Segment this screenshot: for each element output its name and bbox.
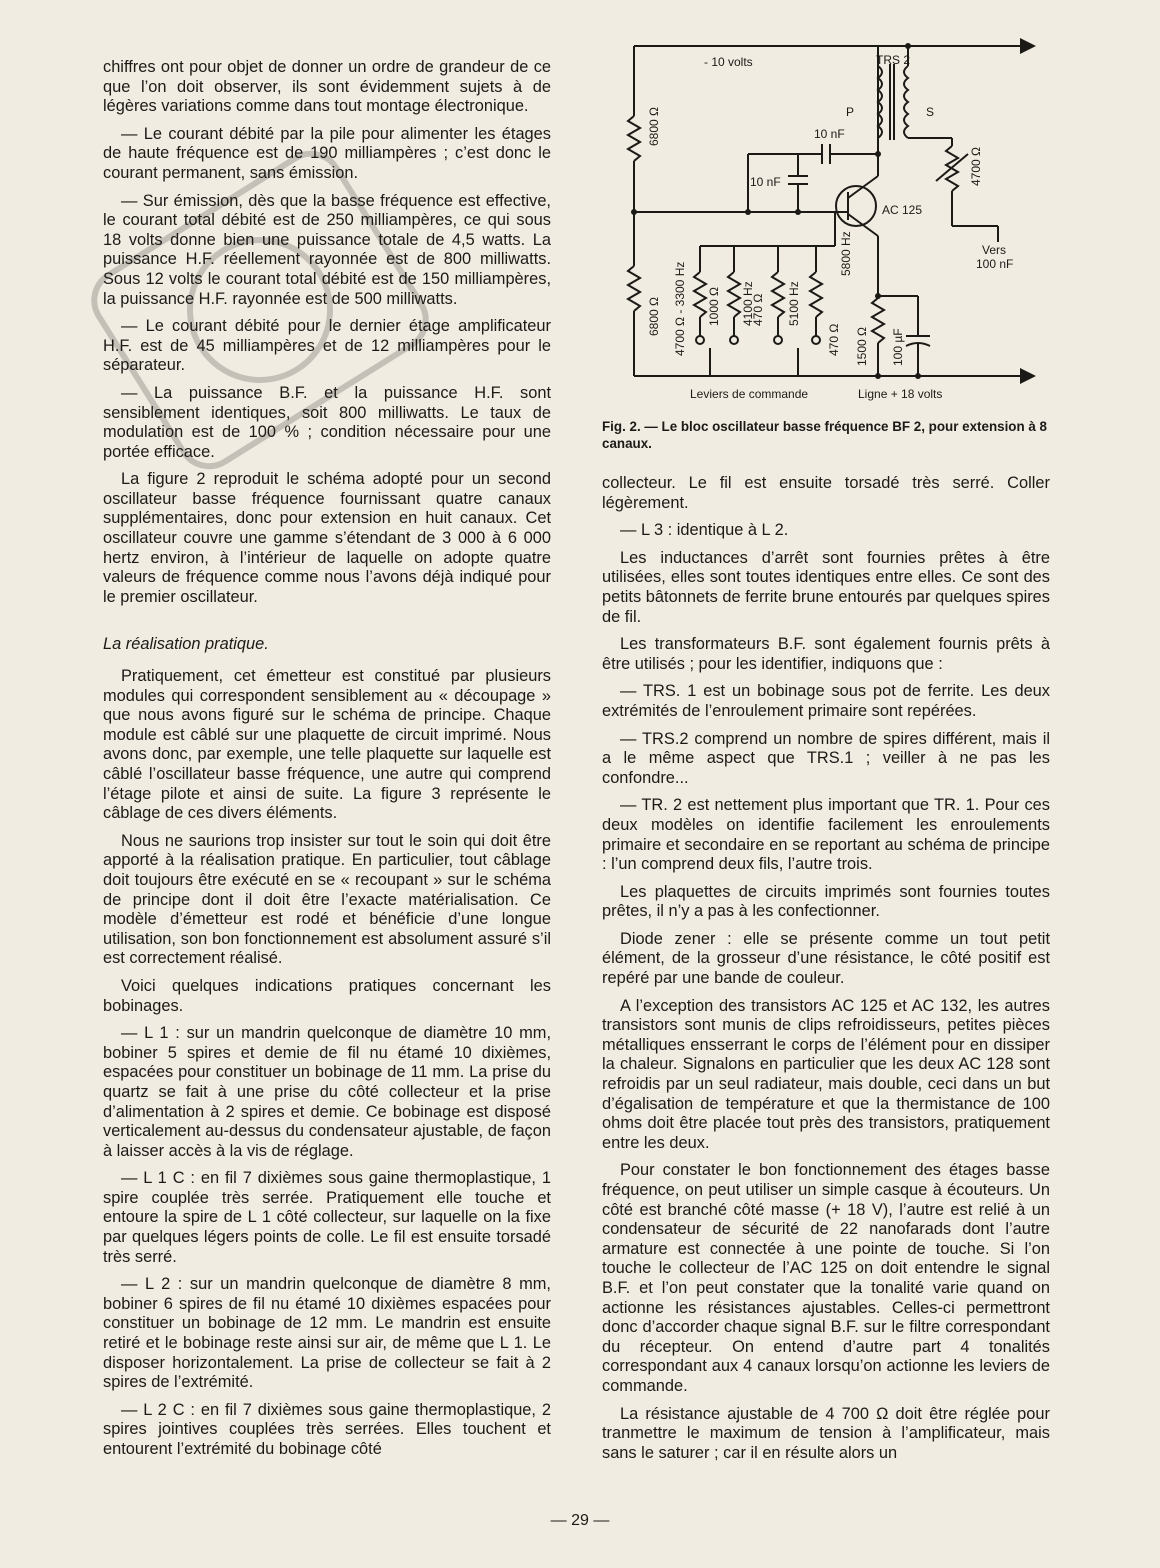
paragraph: Diode zener : elle se présente comme un tout petit élément, de la grosseur d’une résistance, le côté positif est repéré par une bande de couleur. bbox=[602, 929, 1050, 988]
paragraph: La figure 2 reproduit le schéma adopté pour un second oscillateur basse fréquence fournissant quatre canaux supplémentaires, donc pour extension en huit canaux. Cet oscillateur couvre une gamme s’étendant de 3 000 à 6 000 hertz environ, à l’intérieur de laquelle on adopte quatre valeurs de fréquence comme nous l’avons déjà indiqué pour le premier oscillateur. bbox=[103, 470, 551, 606]
label-levers: Leviers de commande bbox=[690, 387, 809, 401]
label-vers2: 100 nF bbox=[976, 257, 1014, 271]
paragraph: Les plaquettes de circuits imprimés sont fournies toutes prêtes, il n’y a pas à les confectionner. bbox=[602, 882, 1050, 921]
label-r2a: 1000 Ω bbox=[707, 287, 721, 326]
paragraph: Pour constater le bon fonctionnement des étages basse fréquence, on peut utiliser un simple casque à écouteurs. Un côté est branché côté masse (+ 18 V), l’autre est relié à un condensateur de sécurité de 22 nanofarads dont l’autre armature est connectée à une pointe de touche. Si l’on touche le collecteur de l’AC 125 on doit entendre le signal B.F. et l’on peut constater que la tonalité varie quand on actionne les résistances ajustables. Celles-ci permettront donc d’accorder chaque signal B.F. sur le filtre correspondant du récepteur. On entend d’autre part 4 tonalités correspondant aux 4 canaux lorsqu’on actionne les leviers de commande. bbox=[602, 1161, 1050, 1395]
label-transistor: AC 125 bbox=[882, 203, 923, 217]
paragraph: — Le courant débité pour le dernier étage amplificateur H.F. est de 45 milliampères et de 12 milliampères pour le séparateur. bbox=[103, 317, 551, 375]
paragraph: Les transformateurs B.F. sont également fournis prêts à être utilisés ; pour les identifier, indiquons que : bbox=[602, 635, 1050, 673]
paragraph: — TRS. 1 est un bobinage sous pot de ferrite. Les deux extrémités de l’enroulement primaire sont repérées. bbox=[602, 682, 1050, 720]
label-supply: - 10 volts bbox=[704, 55, 753, 69]
label-p: P bbox=[846, 105, 855, 119]
label-r-e: 1500 Ω bbox=[855, 327, 869, 366]
paragraph: A l’exception des transistors AC 125 et AC 132, les autres transistors sont munis de clips refroidisseurs, petites pièces métalliques ensserrant le corps de l’élément pour en dissiper la chaleur. Signalons en particulier que les deux AC 128 sont refroidis par un seul radiateur, mais double, ceci dans un but d’égalisation de température et que la thermistance de 100 ohms doit être placée tout près des transistors, pratiquement entre les deux. bbox=[602, 996, 1050, 1152]
figure-caption: Fig. 2. — Le bloc oscillateur basse fréquence BF 2, pour extension à 8 canaux. bbox=[602, 419, 1047, 451]
label-r2b: 4100 Hz bbox=[741, 281, 755, 326]
paragraph: — L 2 C : en fil 7 dixièmes sous gaine thermoplastique, 2 spires jointives couplées très serrées. Elles touchent et entourent l’extrémité du bobinage côté bbox=[103, 1400, 551, 1458]
label-line: Ligne + 18 volts bbox=[858, 387, 943, 401]
label-r4b: 5800 Hz bbox=[839, 231, 853, 276]
label-c1: 10 nF bbox=[814, 127, 845, 141]
label-vers: Vers bbox=[982, 243, 1007, 257]
paragraph: — L 1 C : en fil 7 dixièmes sous gaine thermoplastique, 1 spire couplée très serrée. Pratiquement elle touche et entoure la spire de L 1 côté collecteur, sur laquelle on la fixe par quelques légers points de colle. Le fil est ensuite torsadé très serré. bbox=[103, 1169, 551, 1266]
section-heading: La réalisation pratique. bbox=[103, 635, 269, 654]
label-r-out: 4700 Ω bbox=[969, 147, 983, 186]
paragraph: — La puissance B.F. et la puissance H.F. sont sensiblement identiques, soit 800 milliwatts. Le taux de modulation est de 100 % ; condition nécessaire pour une portée efficace. bbox=[103, 383, 551, 461]
paragraph: Pratiquement, cet émetteur est constitué par plusieurs modules qui correspondent sensiblement au « découpage » que nous avons figuré sur le schéma de principe. Chaque module est câblé sur une plaquette de circuit imprimé. Nous avons donc, par exemple, une telle plaquette sur laquelle est câblé l’oscillateur basse fréquence, une autre qui comprend l’étage pilote et ainsi de suite. La figure 3 représente le câblage de ces divers éléments. bbox=[103, 667, 551, 823]
label-trs: TRS 2 bbox=[876, 53, 911, 67]
label-r3b: 5100 Hz bbox=[787, 281, 801, 326]
paragraph: — L 1 : sur un mandrin quelconque de diamètre 10 mm, bobiner 5 spires et demie de fil nu étamé 10 dixièmes, espacées pour constituer un bobinage de 11 mm. La prise du quartz se fait à une prise du côté collecteur et la prise d’alimentation à 2 spires et demie. Ce bobinage est disposé verticalement au-dessus du condensateur ajustable, de façon à laisser accès à la vis de réglage. bbox=[103, 1024, 551, 1160]
label-c2: 10 nF bbox=[750, 175, 781, 189]
paragraph: chiffres ont pour objet de donner un ordre de grandeur de ce que l’on doit observer, ils sont évidemment sujets à de légères variations comme dans tout montage électronique. bbox=[103, 58, 551, 116]
label-r-bottom: 6800 Ω bbox=[647, 297, 661, 336]
paragraph: Les inductances d’arrêt sont fournies prêtes à être utilisées, elles sont toutes identiques entre elles. Ce sont des petits bâtonnets de ferrite brune entourés par quelques spires de fil. bbox=[602, 548, 1050, 626]
label-r3a: 470 Ω bbox=[751, 293, 765, 326]
paragraph: — TR. 2 est nettement plus important que TR. 1. Pour ces deux modèles on identifie facilement les enroulements primaire et secondaire en se reportant au schéma de principe : l’un comprend deux fils, l’autre trois. bbox=[602, 796, 1050, 874]
schematic-figure bbox=[600, 36, 1060, 426]
right-column bbox=[602, 474, 1050, 1471]
paragraph: — Le courant débité par la pile pour alimenter les étages de haute fréquence est de 190 milliampères ; c’est donc le courant permanent, sans émission. bbox=[103, 124, 551, 182]
page-number: — 29 — bbox=[550, 1512, 610, 1529]
paragraph: — Sur émission, dès que la basse fréquence est effective, le courant total débité est de 250 milliampères, ce qui sous 18 volts donne bien une puissance totale de 4,5 watts. La puissance H.F. réellement rayonnée est de 800 milliwatts. Sous 12 volts le courant total débité est de 150 milliampères, la puissance H.F. rayonnée est de 500 milliwatts. bbox=[103, 191, 551, 308]
label-r1: 4700 Ω - 3300 Hz bbox=[673, 261, 687, 356]
paragraph: — TRS.2 comprend un nombre de spires différent, mais il a le même aspect que TRS.1 ; veiller à ne pas les confondre... bbox=[602, 729, 1050, 787]
label-r-top: 6800 Ω bbox=[647, 107, 661, 146]
label-r4a: 470 Ω bbox=[827, 323, 841, 356]
paragraph: Voici quelques indications pratiques concernant les bobinages. bbox=[103, 976, 551, 1015]
label-c-e: 100 µF bbox=[891, 328, 905, 366]
paragraph: Nous ne saurions trop insister sur tout le soin qui doit être apporté à la réalisation pratique. En particulier, tout câblage doit toujours être exécuté en se « recoupant » sur le schéma de principe dont il doit être l’exacte matérialisation. Ce modèle d’émetteur est rodé et bénéficie d’une longue utilisation, son bon fonctionnement est absolument assuré s’il est correctement réalisé. bbox=[103, 831, 551, 968]
paragraph: La résistance ajustable de 4 700 Ω doit être réglée pour tranmettre le maximum de tension à l’amplificateur, mais sans le saturer ; car il en résulte alors un bbox=[602, 1404, 1050, 1462]
left-column bbox=[103, 58, 551, 1468]
label-s: S bbox=[926, 105, 935, 119]
paragraph: collecteur. Le fil est ensuite torsadé très serré. Coller légèrement. bbox=[602, 474, 1050, 512]
paragraph: — L 3 : identique à L 2. bbox=[620, 521, 789, 540]
paragraph: — L 2 : sur un mandrin quelconque de diamètre 8 mm, bobiner 6 spires de fil nu étamé 10 dixièmes espacées pour constituer un bobinage de 12 mm. Le mandrin est ensuite retiré et le bobinage reste ainsi sur air, de même que L 1. Le disposer horizontalement. La prise de collecteur se fait à 2 spires de l’extrémité. bbox=[103, 1275, 551, 1392]
